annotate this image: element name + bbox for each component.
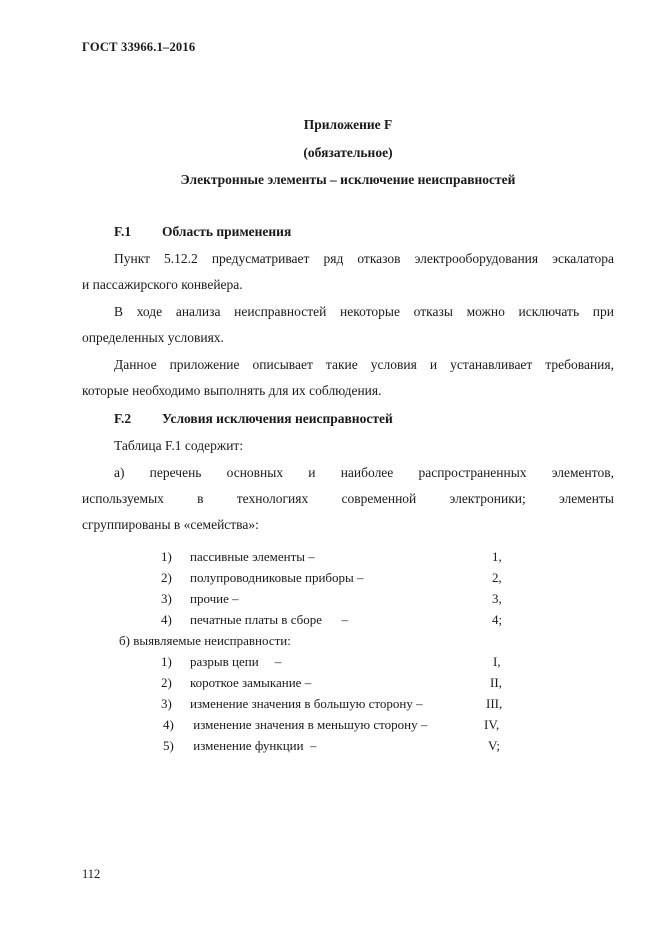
fault-text: изменение значения в большую сторону – bbox=[190, 696, 423, 711]
family-code: 4; bbox=[492, 612, 503, 627]
item-a-line2: используемых в технологиях современной электроники; элементы bbox=[82, 491, 614, 506]
fault-code: II, bbox=[490, 675, 502, 690]
section-1-title: Область применения bbox=[162, 224, 292, 239]
fault-code: III, bbox=[486, 696, 503, 711]
section-1-p2-line1: В ходе анализа неисправностей некоторые отказы можно исключать при bbox=[114, 304, 614, 319]
item-a-line1: а) перечень основных и наиболее распространенных элементов, bbox=[114, 465, 614, 480]
fault-num: 1) bbox=[161, 654, 172, 669]
appendix-subtitle: Электронные элементы – исключение неисправностей bbox=[180, 172, 516, 187]
fault-text: изменение функции – bbox=[190, 738, 317, 753]
section-2-intro: Таблица F.1 содержит: bbox=[114, 438, 244, 453]
family-code: 3, bbox=[492, 591, 502, 606]
section-1-number: F.1 bbox=[114, 224, 132, 239]
fault-text: изменение значения в меньшую сторону – bbox=[190, 717, 428, 732]
family-text: печатные платы в сборе – bbox=[190, 612, 349, 627]
section-1-p3-line2: которые необходимо выполнять для их соблюдения. bbox=[82, 383, 382, 398]
page-number: 112 bbox=[82, 867, 101, 881]
item-b-intro: б) выявляемые неисправности: bbox=[119, 633, 291, 648]
family-text: пассивные элементы – bbox=[190, 549, 315, 564]
family-text: полупроводниковые приборы – bbox=[190, 570, 364, 585]
fault-num: 2) bbox=[161, 675, 172, 690]
fault-num: 3) bbox=[161, 696, 172, 711]
item-a-line3: сгруппированы в «семейства»: bbox=[82, 517, 259, 532]
family-num: 1) bbox=[161, 549, 172, 564]
family-code: 2, bbox=[492, 570, 502, 585]
fault-code: I, bbox=[493, 654, 501, 669]
appendix-title: Приложение F bbox=[303, 117, 393, 132]
fault-code: V; bbox=[488, 738, 501, 753]
family-num: 2) bbox=[161, 570, 172, 585]
fault-text: короткое замыкание – bbox=[190, 675, 312, 690]
family-num: 4) bbox=[161, 612, 172, 627]
appendix-status: (обязательное) bbox=[303, 145, 393, 160]
section-2-title: Условия исключения неисправностей bbox=[162, 411, 393, 426]
family-num: 3) bbox=[161, 591, 172, 606]
fault-code: IV, bbox=[484, 717, 500, 732]
fault-num: 4) bbox=[163, 717, 174, 732]
fault-num: 5) bbox=[163, 738, 174, 753]
family-code: 1, bbox=[492, 549, 502, 564]
document-header: ГОСТ 33966.1–2016 bbox=[82, 40, 196, 54]
section-1-p1-line1: Пункт 5.12.2 предусматривает ряд отказов электрооборудования эскалатора bbox=[114, 251, 614, 266]
section-1-p3-line1: Данное приложение описывает такие условия и устанавливает требования, bbox=[114, 357, 614, 372]
section-1-p2-line2: определенных условиях. bbox=[82, 330, 224, 345]
section-2-number: F.2 bbox=[114, 411, 132, 426]
family-text: прочие – bbox=[190, 591, 239, 606]
fault-text: разрыв цепи – bbox=[190, 654, 282, 669]
section-1-p1-line2: и пассажирского конвейера. bbox=[82, 277, 243, 292]
